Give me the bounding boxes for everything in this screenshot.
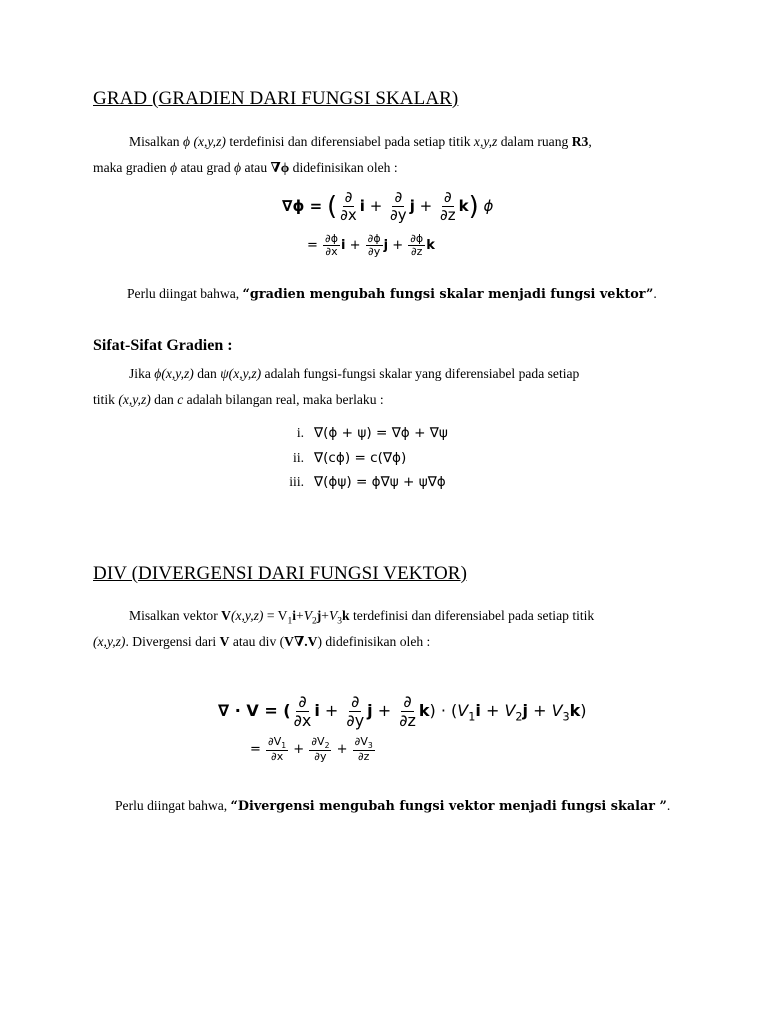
property-item xyxy=(270,449,406,467)
property-item xyxy=(270,424,448,442)
property-number: i. xyxy=(296,425,304,440)
property-item xyxy=(270,473,446,491)
grad-paragraph-line2: maka gradien ϕ atau grad ϕ atau ∇ϕ didefinisikan oleh : xyxy=(93,160,398,175)
grad-paragraph-line1: Misalkan ϕ (x,y,z) terdefinisi dan diferensiabel pada setiap titik x,y,z dalam ruang R3, xyxy=(129,134,592,149)
property-formula: ∇(cϕ) = c(∇ϕ) xyxy=(314,450,407,466)
properties-paragraph-line2: titik (x,y,z) dan c adalah bilangan real, maka berlaku : xyxy=(93,392,384,407)
property-formula: ∇(ϕψ) = ϕ∇ψ + ψ∇ϕ xyxy=(314,474,446,490)
gradient-equation-line2: = $\frac{\partial\phi}{\partial x}$ i + $\frac{\partial\phi}{\partial y}$ j + $\frac{\partial\phi}{\partial z}$ k xyxy=(307,232,435,258)
property-formula: ∇(ϕ + ψ) = ∇ϕ + ∇ψ xyxy=(314,425,448,441)
properties-paragraph-line1: Jika ϕ(x,y,z) dan ψ(x,y,z) adalah fungsi-fungsi skalar yang diferensiabel pada setiap xyxy=(129,366,580,381)
property-number: ii. xyxy=(293,450,304,465)
div-paragraph-line1: Misalkan vektor $V(x,y,z) = V_1i+V_2j+V_3k$ terdefinisi dan diferensiabel pada setiap titik xyxy=(129,608,595,627)
div-paragraph-line2: (x,y,z). Divergensi dari V atau div (V∇.V) didefinisikan oleh : xyxy=(93,634,431,649)
divergence-equation-line1: ∇ · V = ( $\frac{\partial}{\partial x}$ i + $\frac{\partial}{\partial y}$ j + $\frac{\partial}{\partial z}$ $k) \cdot (V_1i + V_2j + V_3k)$ xyxy=(218,692,587,730)
divergence-equation-line2: = $\frac{\partial V_1}{\partial x}$ + $\frac{\partial V_2}{\partial y}$ + $\frac{\partial V_3}{\partial z}$ xyxy=(250,735,373,764)
property-number: iii. xyxy=(289,474,304,489)
div-note: Perlu diingat bahwa, “Divergensi mengubah fungsi vektor menjadi fungsi skalar ”. xyxy=(115,798,671,814)
gradient-equation-line1: ∇ϕ = ( $\frac{\partial}{\partial x}$ i + $\frac{\partial}{\partial y}$ j + $\frac{\partial}{\partial z}$ k) ϕ xyxy=(282,188,494,224)
grad-heading: GRAD (GRADIEN DARI FUNGSI SKALAR) xyxy=(93,88,459,109)
div-heading: DIV (DIVERGENSI DARI FUNGSI VEKTOR) xyxy=(93,563,467,584)
grad-note: Perlu diingat bahwa, “gradien mengubah fungsi skalar menjadi fungsi vektor”. xyxy=(127,286,657,302)
properties-heading: Sifat-Sifat Gradien : xyxy=(93,337,233,354)
